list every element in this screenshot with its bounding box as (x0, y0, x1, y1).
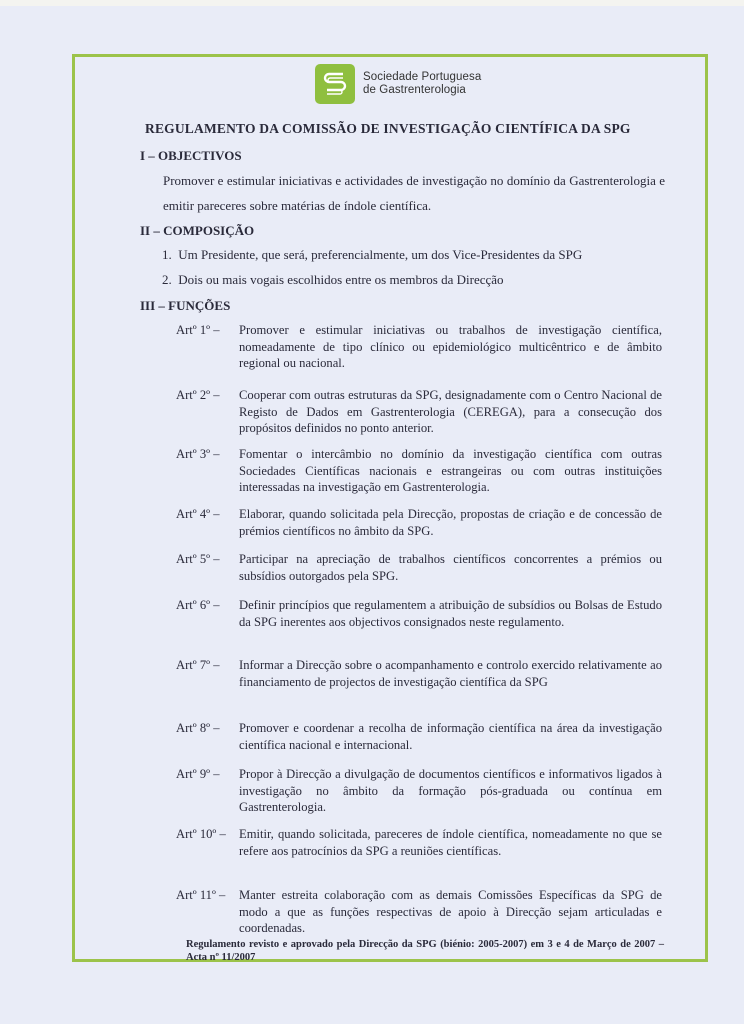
article-label: Artº 10º – (176, 827, 226, 841)
list-number: 2. (162, 272, 172, 287)
list-text: Um Presidente, que será, preferencialmente, um dos Vice-Presidentes da SPG (178, 247, 583, 262)
article-text: Propor à Direcção a divulgação de documentos científicos e informativos ligados à investigação no âmbito da formação pós-graduada ou contínua em Gastrenterologia. (239, 767, 662, 814)
section-heading-composicao: II – COMPOSIÇÃO (140, 223, 255, 238)
section-heading-funcoes: III – FUNÇÕES (140, 298, 231, 313)
article-label: Artº 6º – (176, 598, 220, 612)
article-text: Elaborar, quando solicitada pela Direcção, propostas de criação e de concessão de prémios científicos no âmbito da SPG. (239, 507, 662, 538)
article-text: Manter estreita colaboração com as demais Comissões Específicas da SPG de modo a que as funções respectivas de apoio à Direcção sejam articuladas e coordenadas. (239, 888, 662, 935)
article-label: Artº 4º – (176, 507, 220, 521)
article-5 (176, 551, 662, 584)
spg-logo-icon (315, 64, 355, 104)
article-text: Definir princípios que regulamentem a atribuição de subsídios ou Bolsas de Estudo da SPG inerentes aos objectivos consignados neste regulamento. (239, 598, 662, 629)
document-title: REGULAMENTO DA COMISSÃO DE INVESTIGAÇÃO CIENTÍFICA DA SPG (145, 121, 631, 136)
article-label: Artº 2º – (176, 388, 220, 402)
article-label: Artº 9º – (176, 767, 220, 781)
composicao-item (162, 247, 582, 263)
spg-logo (315, 64, 481, 104)
article-10 (176, 826, 662, 859)
article-3 (176, 446, 662, 496)
article-label: Artº 8º – (176, 721, 220, 735)
objectivos-paragraph: Promover e estimular iniciativas e actividades de investigação no domínio da Gastrenterologia e emitir pareceres sobre matérias de índole científica. (163, 173, 665, 213)
article-label: Artº 3º – (176, 447, 220, 461)
approval-note: Regulamento revisto e aprovado pela Direcção da SPG (biénio: 2005-2007) em 3 e 4 de Março de 2007 – Acta nº 11/2007 (186, 939, 664, 963)
article-text: Participar na apreciação de trabalhos científicos concorrentes a prémios ou subsídios outorgados pela SPG. (239, 552, 662, 583)
article-text: Cooperar com outras estruturas da SPG, designadamente com o Centro Nacional de Registo de Dados em Gastrenterologia (CEREGA), para a consecução dos propósitos definidos no ponto anterior. (239, 388, 662, 435)
article-label: Artº 7º – (176, 658, 220, 672)
logo-text-line2: de Gastrenterologia (363, 84, 466, 96)
article-text: Promover e estimular iniciativas ou trabalhos de investigação científica, nomeadamente de tipo clínico ou epidemiológico multicêntrico e de âmbito regional ou nacional. (239, 323, 662, 370)
article-9 (176, 766, 662, 816)
article-text: Informar a Direcção sobre o acompanhamento e controlo exercido relativamente ao financiamento de projectos de investigação científica da SPG (239, 658, 662, 689)
composicao-item (162, 272, 504, 288)
list-text: Dois ou mais vogais escolhidos entre os membros da Direcção (178, 272, 504, 287)
page-top-edge (0, 0, 744, 6)
article-label: Artº 1º – (176, 323, 220, 337)
list-number: 1. (162, 247, 172, 262)
section-heading-objectivos: I – OBJECTIVOS (140, 148, 242, 163)
logo-text (363, 71, 481, 97)
article-text: Promover e coordenar a recolha de informação científica na área da investigação científica nacional e internacional. (239, 721, 662, 752)
article-text: Fomentar o intercâmbio no domínio da investigação científica com outras Sociedades Científicas nacionais e estrangeiras ou com outras instituições interessadas na investigação em Gastrenterologia. (239, 447, 662, 494)
article-11 (176, 887, 662, 937)
article-7 (176, 657, 662, 690)
article-label: Artº 11º – (176, 888, 226, 902)
article-6 (176, 597, 662, 630)
article-label: Artº 5º – (176, 552, 220, 566)
article-8 (176, 720, 662, 753)
article-4 (176, 506, 662, 539)
article-2 (176, 387, 662, 437)
article-1 (176, 322, 662, 372)
article-text: Emitir, quando solicitada, pareceres de índole científica, nomeadamente no que se refere aos patrocínios da SPG a reuniões científicas. (239, 827, 662, 858)
logo-text-line1: Sociedade Portuguesa (363, 71, 482, 83)
